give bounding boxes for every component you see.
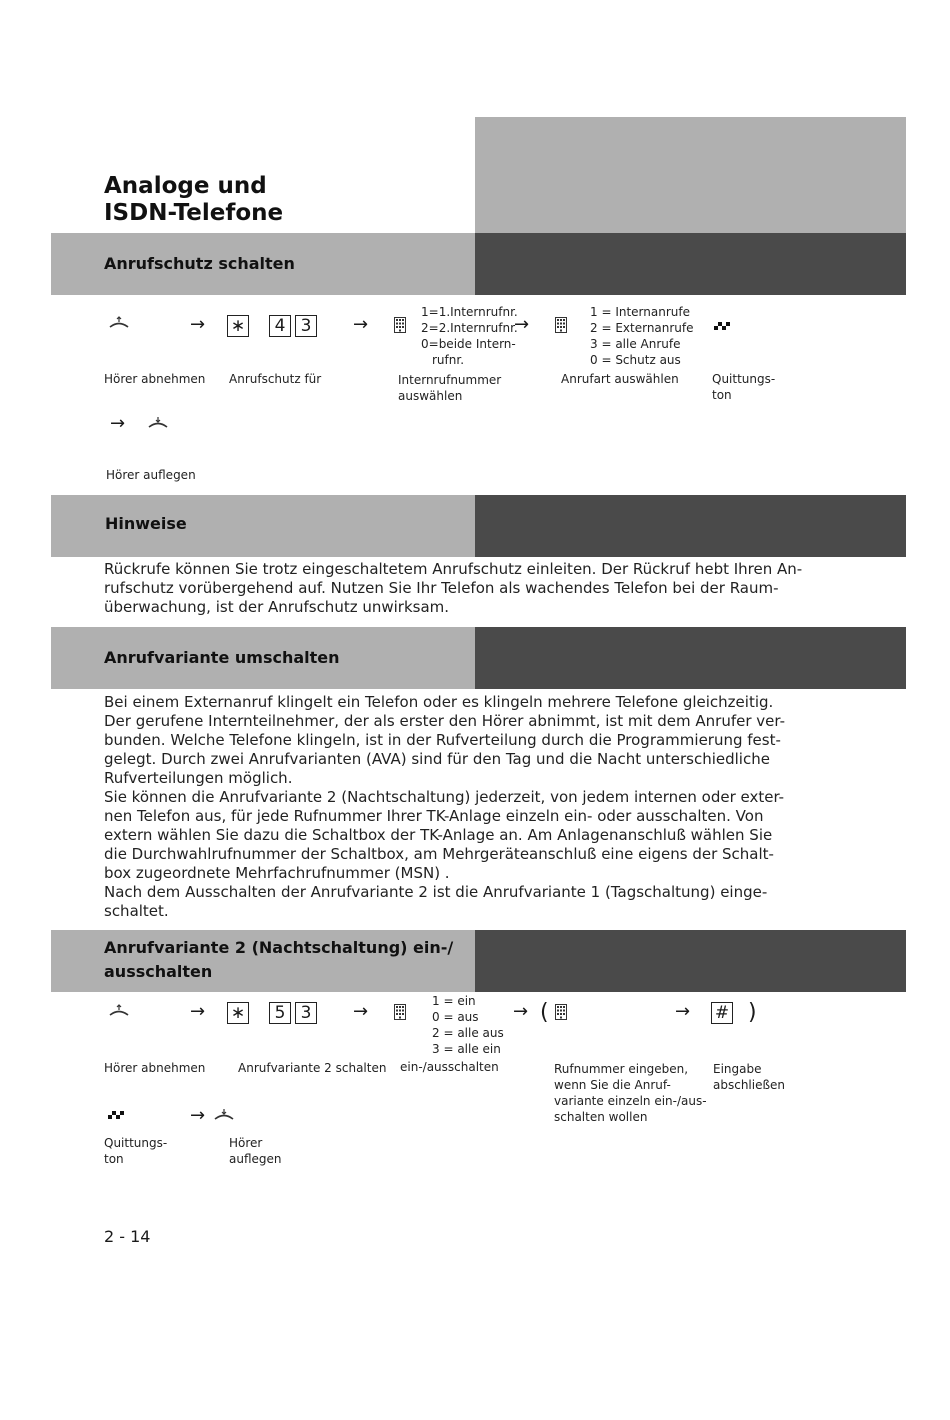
option-line: 0 = Schutz aus <box>590 353 681 367</box>
label-line: ton <box>712 388 732 402</box>
label-anrufvariante: Anrufvariante 2 schalten <box>238 1061 387 1075</box>
arrow-icon: → <box>513 1001 529 1022</box>
option-line: 1=1.Internrufnr. <box>421 305 518 319</box>
arrow-icon: → <box>190 314 206 335</box>
label-einaus: ein-/ausschalten <box>400 1060 499 1074</box>
keypad-icon <box>394 1004 406 1020</box>
text-line: nen Telefon aus, für jede Rufnummer Ihrer TK-Anlage einzeln ein- oder ausschalten. Von <box>104 807 764 825</box>
header-gray-block <box>475 117 906 233</box>
label-hoerer-auflegen: Hörer auflegen <box>106 468 196 482</box>
arrow-icon: → <box>190 1001 206 1022</box>
label-hoerer-abnehmen: Hörer abnehmen <box>104 1061 206 1075</box>
arrow-icon: → <box>353 1001 369 1022</box>
label-quittungston <box>104 1135 167 1167</box>
label-hoerer-abnehmen: Hörer abnehmen <box>104 372 206 386</box>
option-line: 3 = alle ein <box>432 1042 501 1056</box>
key-3: 3 <box>295 1002 317 1024</box>
key-sequence-53 <box>227 1002 321 1024</box>
option-line: 1 = ein <box>432 994 476 1008</box>
arrow-icon: → <box>675 1001 691 1022</box>
label-line: Eingabe <box>713 1062 762 1076</box>
section-heading-anrufschutz: Anrufschutz schalten <box>104 254 295 273</box>
confirmation-tone-icon <box>714 321 732 331</box>
label-line: Quittungs- <box>712 372 776 386</box>
option-line: 0 = aus <box>432 1010 479 1024</box>
option-line: rufnr. <box>432 353 465 367</box>
label-line: auswählen <box>398 389 463 403</box>
einaus-options <box>432 993 504 1057</box>
section-heading-hinweise: Hinweise <box>105 514 187 533</box>
label-line: abschließen <box>713 1078 786 1092</box>
variante-text <box>104 693 785 921</box>
label-line: wenn Sie die Anruf- <box>554 1078 671 1092</box>
key-hash: # <box>711 1002 733 1024</box>
key-star: ∗ <box>227 315 249 337</box>
label-line: auflegen <box>229 1152 282 1166</box>
text-line: Rufverteilungen möglich. <box>104 769 293 787</box>
keypad-icon <box>394 317 406 333</box>
anrufart-options <box>590 304 694 368</box>
text-line: extern wählen Sie dazu die Schaltbox der TK-Anlage an. Am Anlagenanschluß wählen Sie <box>104 826 773 844</box>
key-sequence-43 <box>227 315 321 337</box>
handset-lift-icon <box>108 316 130 330</box>
text-line: bunden. Welche Telefone klingeln, ist in der Rufverteilung durch die Programmierung fest- <box>104 731 781 749</box>
label-line: Rufnummer eingeben, <box>554 1062 689 1076</box>
section-bar-dark <box>475 627 906 689</box>
label-anrufschutz-fuer: Anrufschutz für <box>229 372 322 386</box>
label-quittungston <box>712 371 775 403</box>
section-bar-dark <box>475 930 906 992</box>
text-line: Der gerufene Internteilnehmer, der als erster den Hörer abnimmt, ist mit dem Anrufer ver- <box>104 712 786 730</box>
text-line: box zugeordnete Mehrfachrufnummer (MSN) . <box>104 864 450 882</box>
hinweise-text <box>104 560 802 617</box>
text-line: Rückrufe können Sie trotz eingeschaltetem Anrufschutz einleiten. Der Rückruf hebt Ihren An- <box>104 560 803 578</box>
page-number: 2 - 14 <box>104 1227 151 1246</box>
handset-down-icon <box>147 416 169 430</box>
label-line: variante einzeln ein-/aus- <box>554 1094 707 1108</box>
heading-line: ausschalten <box>104 962 213 981</box>
bracket-close: ) <box>748 1000 757 1025</box>
option-line: 2 = alle aus <box>432 1026 504 1040</box>
title-line-1: Analoge und <box>104 173 267 199</box>
section-bar-dark <box>475 495 906 557</box>
label-hoerer-auflegen <box>229 1135 282 1167</box>
arrow-icon: → <box>110 413 126 434</box>
option-line: 3 = alle Anrufe <box>590 337 681 351</box>
option-line: 2=2.Internrufnr. <box>421 321 518 335</box>
label-line: Hörer <box>229 1136 263 1150</box>
arrow-icon: → <box>514 314 530 335</box>
text-line: Nach dem Ausschalten der Anrufvariante 2 ist die Anrufvariante 1 (Tagschaltung) einge- <box>104 883 768 901</box>
label-rufnummer <box>554 1061 707 1125</box>
key-5: 5 <box>269 1002 291 1024</box>
keypad-icon <box>555 317 567 333</box>
key-3: 3 <box>295 315 317 337</box>
section-heading-nachtschaltung <box>104 936 453 984</box>
label-line: ton <box>104 1152 124 1166</box>
handset-lift-icon <box>108 1004 130 1018</box>
text-line: überwachung, ist der Anrufschutz unwirksam. <box>104 598 450 616</box>
label-internrufnummer <box>398 372 501 404</box>
bracket-open: ( <box>540 1000 549 1025</box>
text-line: die Durchwahlrufnummer der Schaltbox, am Mehrgeräteanschluß eine eigens der Schalt- <box>104 845 774 863</box>
arrow-icon: → <box>353 314 369 335</box>
text-line: Bei einem Externanruf klingelt ein Telefon oder es klingeln mehrere Telefone gleichzeitig. <box>104 693 774 711</box>
heading-line: Anrufvariante 2 (Nachtschaltung) ein-/ <box>104 938 454 957</box>
label-anrufart: Anrufart auswählen <box>561 372 679 386</box>
arrow-icon: → <box>190 1105 206 1126</box>
page-title <box>104 173 283 227</box>
text-line: rufschutz vorübergehend auf. Nutzen Sie Ihr Telefon als wachendes Telefon bei der Raum- <box>104 579 779 597</box>
label-line: Internrufnummer <box>398 373 502 387</box>
option-line: 2 = Externanrufe <box>590 321 694 335</box>
option-line: 0=beide Intern- <box>421 337 516 351</box>
keypad-icon <box>555 1004 567 1020</box>
key-4: 4 <box>269 315 291 337</box>
confirmation-tone-icon <box>108 1110 126 1120</box>
label-line: schalten wollen <box>554 1110 648 1124</box>
text-line: Sie können die Anrufvariante 2 (Nachtschaltung) jederzeit, von jedem internen oder exter- <box>104 788 785 806</box>
key-star: ∗ <box>227 1002 249 1024</box>
text-line: gelegt. Durch zwei Anrufvarianten (AVA) sind für den Tag und die Nacht unterschiedliche <box>104 750 770 768</box>
text-line: schaltet. <box>104 902 169 920</box>
label-eingabe <box>713 1061 785 1093</box>
internrufnummer-options <box>421 304 518 368</box>
title-line-2: ISDN-Telefone <box>104 200 284 226</box>
option-line: 1 = Internanrufe <box>590 305 690 319</box>
label-line: Quittungs- <box>104 1136 168 1150</box>
section-bar-dark <box>475 233 906 295</box>
handset-down-icon <box>213 1108 235 1122</box>
section-heading-variante: Anrufvariante umschalten <box>104 648 340 667</box>
